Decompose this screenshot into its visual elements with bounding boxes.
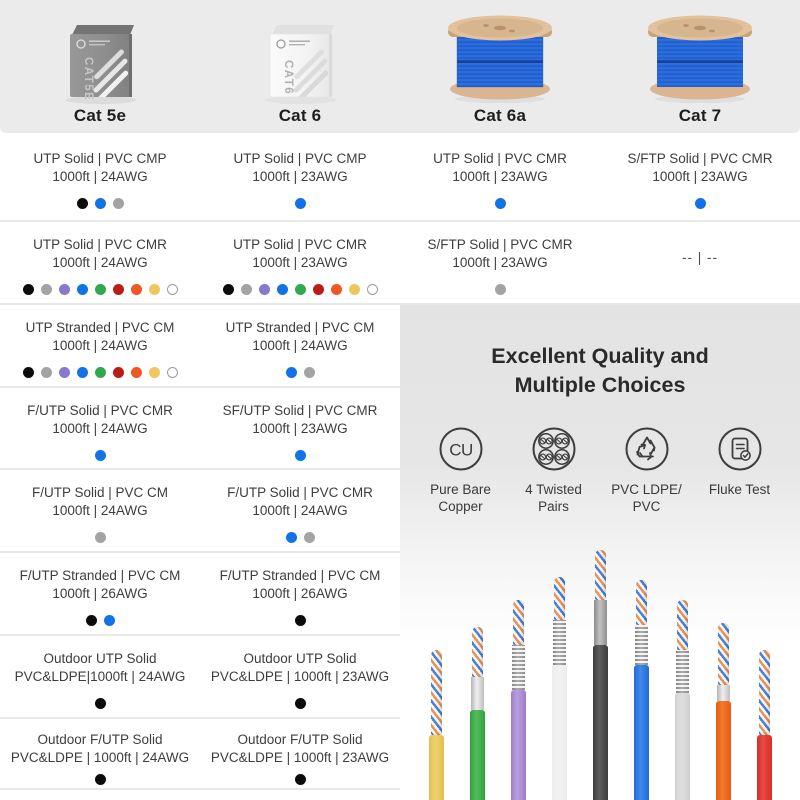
spec-line1: SF/UTP Solid | PVC CMR — [222, 403, 378, 418]
blue-color-dot — [277, 284, 288, 295]
spec-cell-r1-c1 — [0, 133, 200, 220]
spec-cell-r6-c2 — [200, 553, 400, 634]
yellow-cable — [429, 650, 444, 800]
spec-cell-r2-c2 — [200, 222, 400, 303]
color-dots — [0, 197, 200, 209]
spec-line1: Outdoor UTP Solid — [43, 651, 157, 666]
green-cable — [470, 627, 485, 800]
feature-pure-bare-copper — [418, 426, 504, 515]
spec-line1: UTP Solid | PVC CMR — [33, 237, 167, 252]
black-color-dot — [95, 774, 106, 785]
blue-color-dot — [295, 450, 306, 461]
spec-line1: UTP Solid | PVC CMP — [33, 151, 167, 166]
orange-color-dot — [331, 284, 342, 295]
gray-color-dot — [241, 284, 252, 295]
color-dots — [600, 197, 800, 209]
black-color-dot — [86, 615, 97, 626]
purple-cable — [511, 600, 526, 800]
svg-text:CAT5E: CAT5E — [82, 57, 94, 102]
twisted-pairs-tip — [472, 627, 483, 677]
blue-color-dot — [77, 284, 88, 295]
cable-shield — [471, 677, 484, 710]
spec-line2: 1000ft | 24AWG — [252, 503, 348, 518]
orange-cable — [716, 623, 731, 800]
product-label-cat7: Cat 7 — [678, 106, 722, 125]
spec-line2: 1000ft | 26AWG — [52, 586, 148, 601]
spec-line2: 1000ft | 24AWG — [52, 255, 148, 270]
color-dots — [0, 366, 200, 378]
twisted-pairs-tip — [554, 577, 565, 620]
color-dots — [200, 773, 400, 785]
spec-cell-r7-c1 — [0, 636, 200, 717]
cable-jacket — [757, 735, 772, 800]
spec-line2: 1000ft | 23AWG — [252, 421, 348, 436]
twisted-pairs-tip — [431, 650, 442, 735]
twisted-pairs-tip — [636, 580, 647, 625]
spec-line2: PVC&LDPE | 1000ft | 23AWG — [210, 669, 390, 684]
spec-cell-r1-c4 — [600, 133, 800, 220]
spec-line1: UTP Stranded | PVC CM — [25, 320, 175, 335]
feature-pvc-ldpe — [604, 426, 690, 515]
spec-line1: UTP Solid | PVC CMR — [233, 237, 367, 252]
spec-line2: 1000ft | 24AWG — [52, 421, 148, 436]
blue-color-dot — [95, 450, 106, 461]
spec-row-1 — [0, 133, 800, 222]
cable-shield — [594, 600, 607, 645]
cable-shield — [553, 620, 566, 665]
gray-color-dot — [495, 284, 506, 295]
color-dots — [0, 614, 200, 626]
blue-color-dot — [695, 198, 706, 209]
spec-line2: 1000ft | 24AWG — [52, 169, 148, 184]
gray-color-dot — [41, 367, 52, 378]
black-color-dot — [295, 698, 306, 709]
spec-cell-r4-c2 — [200, 388, 400, 468]
spec-line2: PVC&LDPE|1000ft | 24AWG — [14, 669, 186, 684]
orange-color-dot — [131, 367, 142, 378]
spec-cell-r6-c1 — [0, 553, 200, 634]
red-color-dot — [113, 284, 124, 295]
gray-color-dot — [304, 367, 315, 378]
cable-jacket — [593, 645, 608, 800]
cable-shield — [635, 625, 648, 665]
promo-title-line2: Multiple Choices — [514, 373, 686, 397]
product-cat7 — [600, 0, 800, 133]
fluke-test-icon — [717, 426, 763, 472]
white-cable — [552, 577, 567, 800]
spec-line1: F/UTP Stranded | PVC CM — [219, 568, 381, 583]
spec-row-4 — [0, 388, 400, 470]
cat6a-spool-image — [444, 11, 556, 105]
black-color-dot — [23, 284, 34, 295]
blue-cable — [634, 580, 649, 800]
yellow-color-dot — [149, 367, 160, 378]
spec-row-5 — [0, 470, 400, 553]
recycle-pvc-icon — [624, 426, 670, 472]
feature-list — [400, 426, 800, 515]
blue-color-dot — [295, 198, 306, 209]
twisted-pairs-icon — [531, 426, 577, 472]
svg-text:CU: CU — [448, 440, 473, 460]
yellow-color-dot — [349, 284, 360, 295]
spec-line1: -- | -- — [682, 250, 718, 265]
orange-color-dot — [131, 284, 142, 295]
blue-color-dot — [95, 198, 106, 209]
spec-line2: 1000ft | 24AWG — [52, 338, 148, 353]
red-color-dot — [313, 284, 324, 295]
blue-color-dot — [286, 367, 297, 378]
twisted-pairs-tip — [595, 550, 606, 600]
color-dots — [200, 283, 400, 295]
promo-panel — [400, 305, 800, 800]
color-dots — [200, 614, 400, 626]
svg-text:CAT6: CAT6 — [282, 60, 294, 96]
gray-color-dot — [41, 284, 52, 295]
spec-line1: S/FTP Solid | PVC CMR — [427, 237, 573, 252]
product-label-cat6: Cat 6 — [278, 106, 322, 125]
color-dots — [400, 283, 600, 295]
color-dots — [400, 197, 600, 209]
spec-line1: S/FTP Solid | PVC CMR — [627, 151, 773, 166]
green-color-dot — [95, 367, 106, 378]
green-color-dot — [295, 284, 306, 295]
color-dots — [0, 283, 200, 295]
product-cat6 — [200, 0, 400, 133]
spec-line2: 1000ft | 23AWG — [452, 169, 548, 184]
black-color-dot — [23, 367, 34, 378]
spec-cell-r1-c3 — [400, 133, 600, 220]
feature-fluke-test — [697, 426, 783, 498]
spec-line1: Outdoor F/UTP Solid — [237, 732, 363, 747]
feature-label: Pure Bare Copper — [430, 482, 491, 514]
spec-row-6 — [0, 553, 400, 636]
promo-title — [400, 342, 800, 400]
cable-jacket — [470, 710, 485, 800]
spec-row-3 — [0, 305, 400, 388]
cable-shield — [512, 645, 525, 690]
cable-jacket — [552, 665, 567, 800]
purple-color-dot — [259, 284, 270, 295]
spec-cell-r5-c1 — [0, 470, 200, 551]
silver-cable — [675, 600, 690, 800]
red-cable — [757, 650, 772, 800]
blue-color-dot — [495, 198, 506, 209]
blue-color-dot — [104, 615, 115, 626]
black-cable — [593, 550, 608, 800]
spec-row-7 — [0, 636, 400, 719]
spec-line1: UTP Solid | PVC CMP — [233, 151, 367, 166]
cable-jacket — [511, 690, 526, 800]
spec-line1: F/UTP Solid | PVC CMR — [227, 485, 373, 500]
spec-line1: UTP Solid | PVC CMR — [433, 151, 567, 166]
gray-color-dot — [95, 532, 106, 543]
twisted-pairs-tip — [718, 623, 729, 685]
twisted-pairs-tip — [513, 600, 524, 645]
product-cat5e — [0, 0, 200, 133]
green-color-dot — [95, 284, 106, 295]
purple-color-dot — [59, 367, 70, 378]
spec-line1: F/UTP Solid | PVC CM — [31, 485, 169, 500]
spec-line2: 1000ft | 23AWG — [452, 255, 548, 270]
spec-cell-r5-c2 — [200, 470, 400, 551]
gray-color-dot — [113, 198, 124, 209]
black-color-dot — [95, 698, 106, 709]
feature-label: Fluke Test — [708, 482, 771, 497]
color-dots — [0, 773, 200, 785]
color-dots — [0, 449, 200, 461]
product-cat6a — [400, 0, 600, 133]
cables-illustration — [400, 535, 800, 800]
cable-jacket — [429, 735, 444, 800]
spec-cell-r3-c1 — [0, 305, 200, 386]
cable-jacket — [634, 665, 649, 800]
cu-pure-copper-icon — [438, 426, 484, 472]
spec-cell-r8-c1 — [0, 719, 200, 788]
spec-row-8 — [0, 719, 400, 790]
black-color-dot — [295, 774, 306, 785]
spec-line2: 1000ft | 23AWG — [652, 169, 748, 184]
spec-line1: F/UTP Stranded | PVC CM — [19, 568, 181, 583]
red-color-dot — [113, 367, 124, 378]
twisted-pairs-tip — [677, 600, 688, 650]
color-dots — [200, 531, 400, 543]
cable-shield — [676, 650, 689, 693]
cat6-box-image — [256, 11, 344, 105]
cable-jacket — [675, 693, 690, 800]
color-dots — [200, 449, 400, 461]
spec-line2: 1000ft | 24AWG — [252, 338, 348, 353]
cat7-spool-image — [644, 11, 756, 105]
spec-cell-r3-c2 — [200, 305, 400, 386]
spec-line2: 1000ft | 23AWG — [252, 255, 348, 270]
white-color-dot — [167, 284, 178, 295]
color-dots — [200, 197, 400, 209]
cable-shield — [717, 685, 730, 701]
yellow-color-dot — [149, 284, 160, 295]
spec-line2: PVC&LDPE | 1000ft | 23AWG — [210, 750, 390, 765]
spec-cell-r2-c1 — [0, 222, 200, 303]
spec-line1: Outdoor F/UTP Solid — [37, 732, 163, 747]
promo-title-line1: Excellent Quality and — [491, 344, 709, 368]
spec-cell-r4-c1 — [0, 388, 200, 468]
spec-cell-r1-c2 — [200, 133, 400, 220]
color-dots — [0, 531, 200, 543]
spec-cell-r2-c4 — [600, 222, 800, 303]
color-dots — [0, 697, 200, 709]
gray-color-dot — [304, 532, 315, 543]
white-color-dot — [367, 284, 378, 295]
blue-color-dot — [77, 367, 88, 378]
cable-jacket — [716, 701, 731, 800]
spec-line1: Outdoor UTP Solid — [243, 651, 357, 666]
feature-4-twisted-pairs — [511, 426, 597, 515]
spec-cell-r8-c2 — [200, 719, 400, 788]
feature-label: 4 Twisted Pairs — [525, 482, 582, 514]
spec-line2: PVC&LDPE | 1000ft | 24AWG — [10, 750, 190, 765]
spec-line2: 1000ft | 23AWG — [252, 169, 348, 184]
black-color-dot — [223, 284, 234, 295]
product-header — [0, 0, 800, 133]
blue-color-dot — [286, 532, 297, 543]
spec-line1: F/UTP Solid | PVC CMR — [27, 403, 173, 418]
spec-line1: UTP Stranded | PVC CM — [225, 320, 375, 335]
twisted-pairs-tip — [759, 650, 770, 735]
color-dots — [200, 697, 400, 709]
black-color-dot — [77, 198, 88, 209]
white-color-dot — [167, 367, 178, 378]
spec-line2: 1000ft | 24AWG — [52, 503, 148, 518]
black-color-dot — [295, 615, 306, 626]
spec-cell-r2-c3 — [400, 222, 600, 303]
spec-row-2 — [0, 222, 800, 305]
color-dots — [200, 366, 400, 378]
product-label-cat6a: Cat 6a — [473, 106, 527, 125]
spec-line2: 1000ft | 26AWG — [252, 586, 348, 601]
spec-cell-r7-c2 — [200, 636, 400, 717]
cat5e-box-image — [56, 11, 144, 105]
product-label-cat5e: Cat 5e — [73, 106, 127, 125]
purple-color-dot — [59, 284, 70, 295]
feature-label: PVC LDPE/ PVC — [611, 482, 682, 514]
